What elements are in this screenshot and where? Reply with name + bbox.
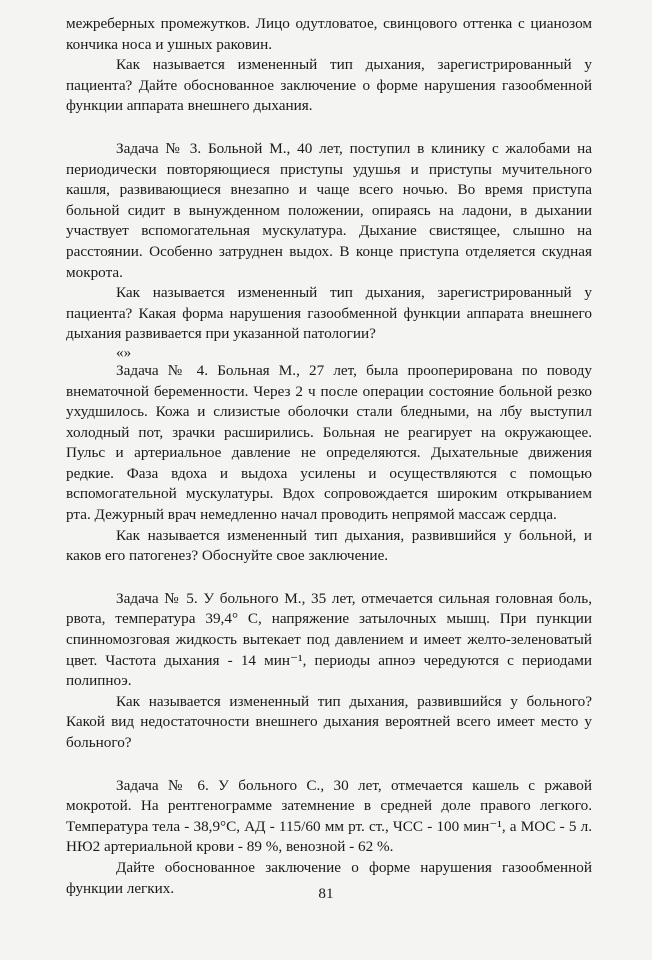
page-number: 81	[318, 885, 334, 902]
task-3-text: Задача № 3. Больной М., 40 лет, поступил в клинику с жалобами на периодически повторяющиеся приступы удушья и приступы мучительного кашля, развивающиеся внезапно и чаще всего ночью. Во время приступа больной сидит в вынужденном положении, опираясь на ладони, в дыхании участвует вспомогательная мускулатура. Дыхание свистящее, слышно на расстоянии. Особенно затруднен выдох. В конце приступа отделяется скудная мокрота.	[66, 139, 592, 281]
question-task-3: Как называется измененный тип дыхания, зарегистрированный у пациента? Какая форма нарушения газообменной функции аппарата внешнего дыхания развивается при указанной патологии?	[66, 284, 592, 343]
question-task-2: Как называется измененный тип дыхания, зарегистрированный у пациента? Дайте обоснованное заключение о форме нарушения газообменной функции аппарата внешнего дыхания.	[66, 56, 592, 115]
paragraph-continuation: межреберных промежутков. Лицо одутловатое, свинцового оттенка с цианозом кончика носа и ушных раковин.	[66, 15, 592, 53]
question-task-5: Как называется измененный тип дыхания, развившийся у больного? Какой вид недостаточности внешнего дыхания вероятней всего имеет место у больного?	[66, 692, 592, 751]
task-4-text: Задача № 4. Больная М., 27 лет, была прооперирована по поводу внематочной беременности. Через 2 ч после операции состояние больной резко ухудшилось. Кожа и слизистые оболочки стали бледными, на лбу выступил холодный пот, зрачки расширились. Больная не реагирует на окружающее. Пульс и артериальное давление не определяются. Дыхательные движения редкие. Фаза вдоха и выдоха усилены и осуществляются с помощью вспомогательной мускулатуры. Вдох сопровождается широким открыванием рта. Дежурный врач немедленно начал проводить непрямой массаж сердца.	[66, 361, 592, 524]
task-5-text: Задача № 5. У больного М., 35 лет, отмечается сильная головная боль, рвота, температура 39,4° С, напряжение затылочных мышц. При пункции спинномозговая жидкость вытекает под давлением и имеет желто-зеленоватый цвет. Частота дыхания - 14 мин⁻¹, периоды апноэ чередуются с периодами полипноэ.	[66, 589, 592, 690]
task-6-text: Задача № 6. У больного С., 30 лет, отмечается кашель с ржавой мокротой. На рентгенограмме затемнение в средней доле правого легкого. Температура тела - 38,9°С, АД - 115/60 мм рт. ст., ЧСС - 100 мин⁻¹, а МОС - 5 л. НЮ2 артериальной крови - 89 %, венозной - 62 %.	[66, 776, 592, 856]
question-task-4: Как называется измененный тип дыхания, развившийся у больной, и каков его патогенез? Обоснуйте свое заключение.	[66, 526, 592, 565]
quote-marks: «»	[116, 343, 132, 361]
question-task-6: Дайте обоснованное заключение о форме нарушения газообменной функции легких.	[66, 858, 592, 897]
